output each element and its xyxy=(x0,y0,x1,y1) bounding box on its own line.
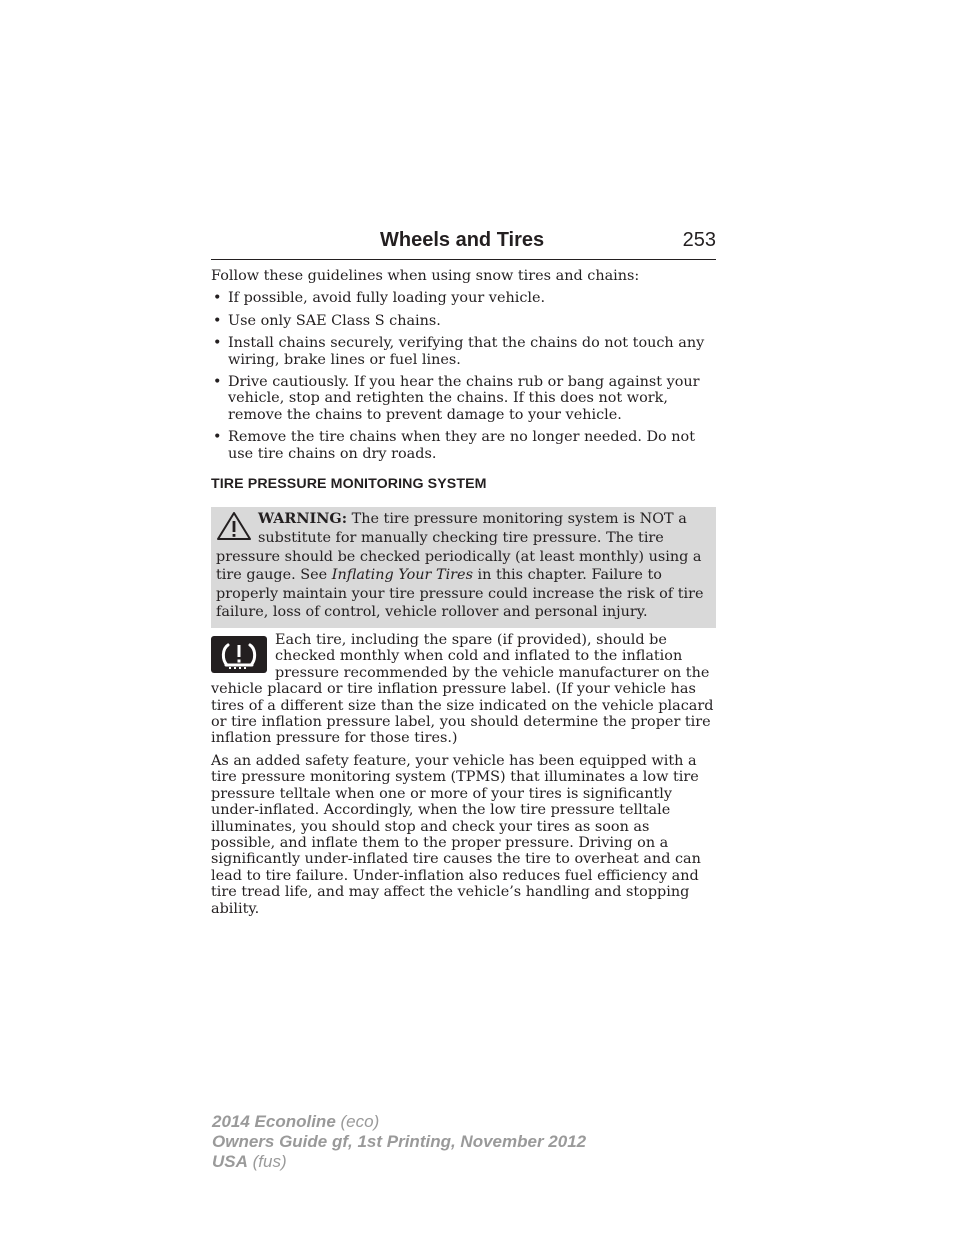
footer-model: 2014 Econoline xyxy=(212,1112,336,1131)
warning-italic-ref: Inflating Your Tires xyxy=(331,567,473,584)
page-title: Wheels and Tires xyxy=(380,229,545,251)
warning-label: WARNING: xyxy=(258,510,348,528)
tpms-block xyxy=(211,632,716,747)
footer-region-code: (fus) xyxy=(252,1152,287,1171)
footer-region: USA xyxy=(212,1152,248,1171)
page-number: 253 xyxy=(682,229,716,251)
warning-triangle-icon xyxy=(216,511,252,541)
warning-text-1: The tire pressure monitoring system is NOT a substitute for manually checking tire pressure. The tire pressure should be checked periodically (at least monthly) using a tire gauge. See xyxy=(216,511,702,584)
footer-line-3 xyxy=(212,1152,586,1172)
warning-box xyxy=(211,507,716,628)
section-heading: TIRE PRESSURE MONITORING SYSTEM xyxy=(211,476,487,493)
page-header xyxy=(211,229,716,260)
footer-printing: Owners Guide gf, 1st Printing, November 2012 xyxy=(212,1132,587,1151)
bullet-list xyxy=(211,290,716,462)
footer-line-2 xyxy=(212,1132,586,1152)
list-item: • Remove the tire chains when they are no longer needed. Do not use tire chains on dry roads. xyxy=(211,429,716,462)
list-item: • Drive cautiously. If you hear the chains rub or bang against your vehicle, stop and retighten the chains. If this does not work, remove the chains to prevent damage to your vehicle. xyxy=(211,374,716,423)
footer-line-1 xyxy=(212,1112,586,1132)
tpms-safety-paragraph: As an added safety feature, your vehicle has been equipped with a tire pressure monitoring system (TPMS) that illuminates a low tire pressure telltale when one or more of your tires is significantly under-inflated. Accordingly, when the low tire pressure telltale illuminates, you should stop and check your tires as soon as possible, and inflate them to the proper pressure. Driving on a significantly under-inflated tire causes the tire to overheat and can lead to tire failure. Under-inflation also reduces fuel efficiency and tire tread life, and may affect the vehicle’s handling and stopping ability. xyxy=(211,752,701,917)
page-content xyxy=(211,268,716,917)
intro-text: Follow these guidelines when using snow tires and chains: xyxy=(211,268,640,284)
warning-text-2: in this chapter. Failure to properly maintain your tire pressure could increase the risk of tire failure, loss of control, vehicle rollover and personal injury. xyxy=(216,567,704,621)
tpms-paragraph: Each tire, including the spare (if provided), should be checked monthly when cold and inflated to the inflation pressure recommended by the vehicle manufacturer on the vehicle placard or tire inflation pressure label. (If your vehicle has tires of a different size than the size indicated on the vehicle placard or tire inflation pressure label, you should determine the proper tire inflation pressure for those tires.) xyxy=(211,632,714,747)
list-item: • Use only SAE Class S chains. xyxy=(211,313,716,329)
list-item: • If possible, avoid fully loading your vehicle. xyxy=(211,290,716,306)
list-item: • Install chains securely, verifying that the chains do not touch any wiring, brake lines or fuel lines. xyxy=(211,335,716,368)
footer-model-code: (eco) xyxy=(340,1112,380,1131)
tire-pressure-warning-icon xyxy=(211,636,267,673)
page-footer xyxy=(212,1112,586,1172)
